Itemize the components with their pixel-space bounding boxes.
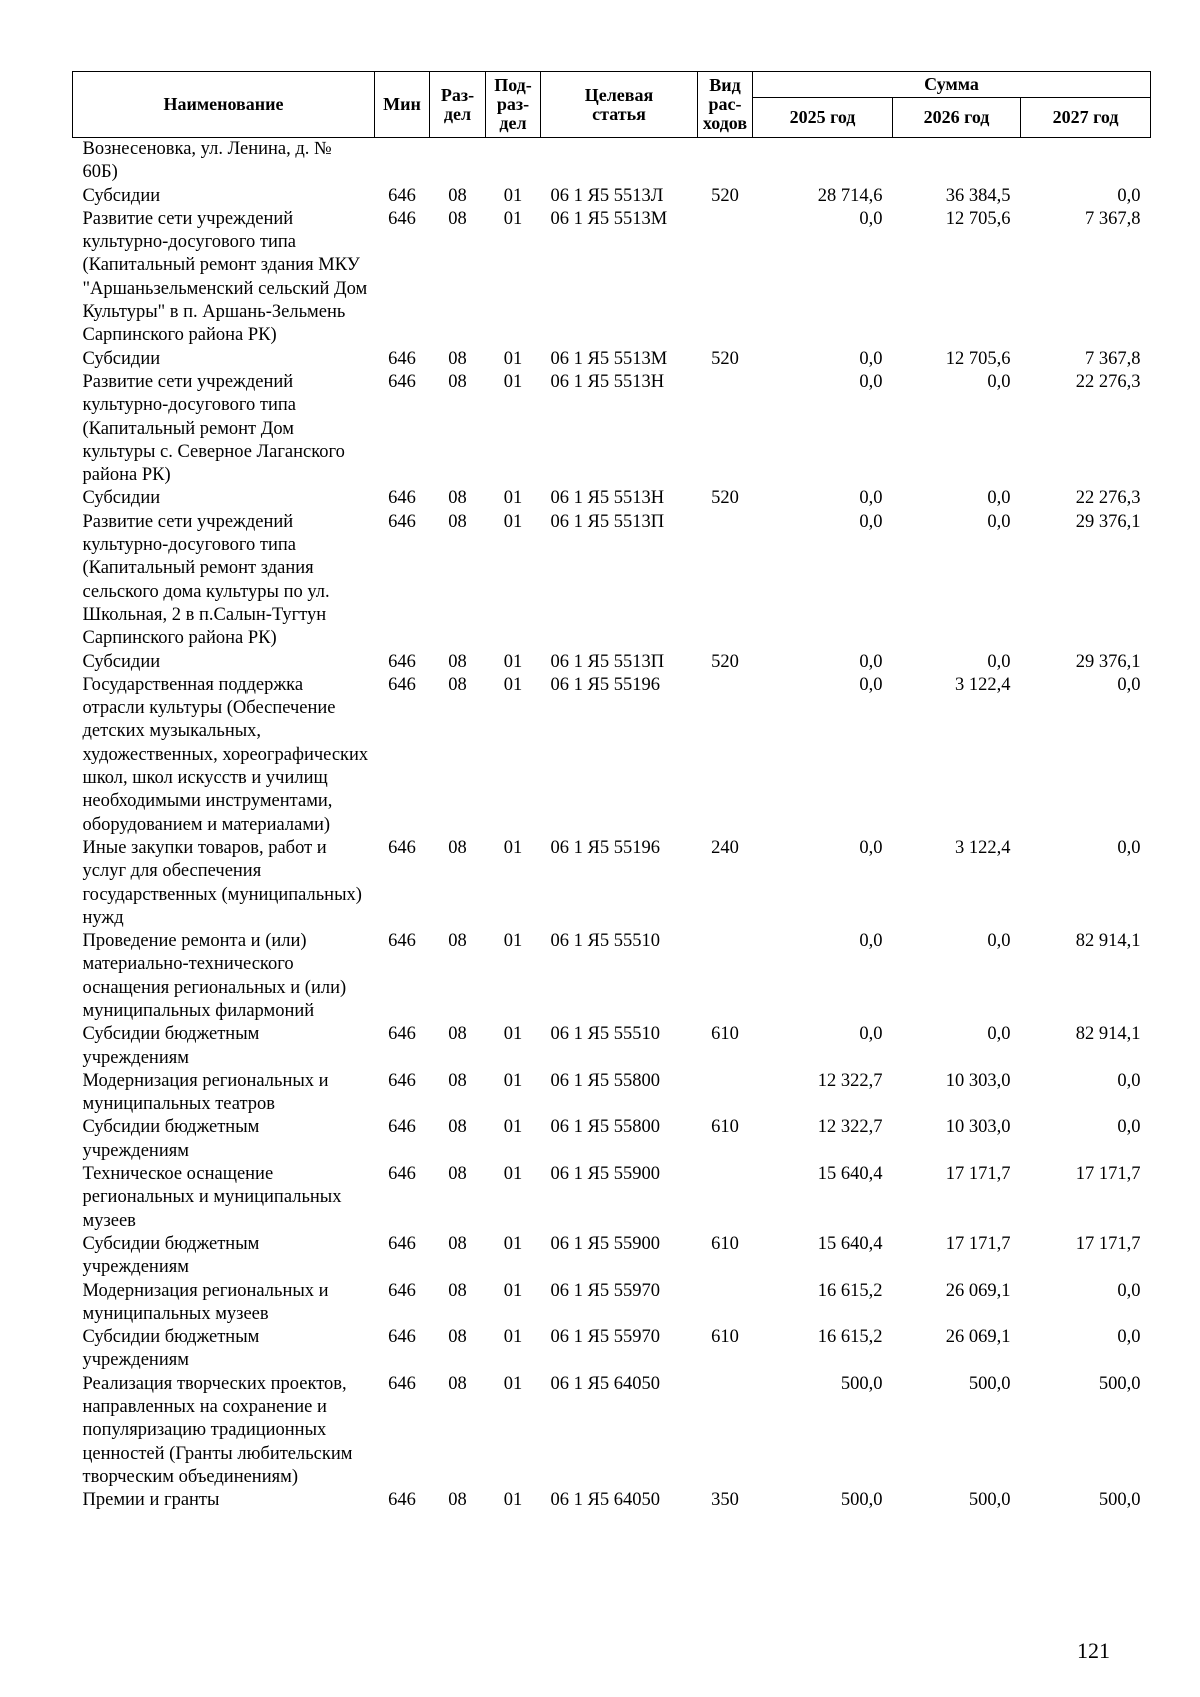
cell-name: Субсидии <box>82 651 161 672</box>
cell-name: Развитие сети учреждений культурно-досугового типа (Капитальный ремонт здания МКУ "Аршаньзельменский сельский Дом Культуры" в п. Аршань-Зельмень Сарпинского района РК) <box>82 208 368 346</box>
cell-sum-2026: 0,0 <box>987 931 1011 952</box>
table-row <box>73 1163 1151 1233</box>
cell-expense-type: 610 <box>711 1024 739 1045</box>
table-body <box>73 138 1151 1513</box>
cell-razdel: 08 <box>448 1490 467 1511</box>
cell-sum-2025: 12 322,7 <box>817 1070 883 1091</box>
table-row <box>73 208 1151 348</box>
cell-podrazdel: 01 <box>503 1490 523 1511</box>
cell-sum-2025: 0,0 <box>859 674 883 695</box>
cell-expense-type: 240 <box>711 837 739 858</box>
cell-sum-2025: 500,0 <box>840 1490 883 1511</box>
cell-min: 646 <box>388 1117 416 1138</box>
cell-razdel: 08 <box>448 651 467 672</box>
cell-sum-2027: 0,0 <box>1117 674 1141 695</box>
cell-podrazdel: 01 <box>503 1373 523 1394</box>
cell-razdel <box>430 138 486 185</box>
table-row <box>73 1233 1151 1280</box>
table-row <box>73 1280 1151 1327</box>
cell-sum-2025: 0,0 <box>859 931 883 952</box>
cell-expense-type: 350 <box>711 1490 739 1511</box>
header-vid-line3: ходов <box>702 113 748 133</box>
cell-sum-2026: 12 705,6 <box>945 208 1011 229</box>
cell-sum-2027: 500,0 <box>1098 1373 1141 1394</box>
header-vid-line2: рас- <box>708 94 742 114</box>
cell-sum-2027: 0,0 <box>1117 837 1141 858</box>
cell-expense-type: 520 <box>711 651 739 672</box>
cell-name: Субсидии <box>82 185 161 206</box>
cell-min: 646 <box>388 488 416 509</box>
cell-min: 646 <box>388 1024 416 1045</box>
cell-razdel: 08 <box>448 1280 467 1301</box>
cell-razdel: 08 <box>448 674 467 695</box>
cell-expense-type: 610 <box>711 1327 739 1348</box>
cell-expense-type <box>698 138 753 185</box>
budget-table <box>72 71 1151 1513</box>
table-row <box>73 487 1151 510</box>
cell-sum-2025: 0,0 <box>859 371 883 392</box>
cell-min: 646 <box>388 1070 416 1091</box>
cell-expense-type <box>698 208 753 348</box>
cell-expense-type: 610 <box>711 1117 739 1138</box>
cell-sum-2027: 0,0 <box>1117 1327 1141 1348</box>
cell-sum-2025: 16 615,2 <box>817 1327 883 1348</box>
cell-sum-2027: 7 367,8 <box>1085 348 1141 369</box>
cell-sum-2026: 10 303,0 <box>945 1117 1011 1138</box>
cell-podrazdel: 01 <box>503 1164 523 1185</box>
cell-razdel: 08 <box>448 1024 467 1045</box>
cell-sum-2026: 12 705,6 <box>945 348 1011 369</box>
cell-podrazdel: 01 <box>503 674 523 695</box>
cell-name: Субсидии бюджетным учреждениям <box>82 1024 260 1068</box>
header-target-line1: Целевая <box>584 84 654 105</box>
cell-min: 646 <box>388 1280 416 1301</box>
header-podrazdel-line1: Под- <box>494 75 532 95</box>
cell-razdel: 08 <box>448 1117 467 1138</box>
table-row <box>73 511 1151 651</box>
cell-expense-type <box>698 930 753 1023</box>
cell-sum-2026: 0,0 <box>987 488 1011 509</box>
cell-name: Модернизация региональных и муниципальных музеев <box>82 1280 329 1324</box>
cell-name: Иные закупки товаров, работ и услуг для обеспечения государственных (муниципальных) нужд <box>82 837 362 928</box>
cell-sum-2025: 0,0 <box>859 1024 883 1045</box>
cell-sum-2027: 17 171,7 <box>1075 1164 1141 1185</box>
cell-sum-2025: 0,0 <box>859 837 883 858</box>
cell-razdel: 08 <box>448 348 467 369</box>
cell-expense-type: 610 <box>711 1233 739 1254</box>
cell-sum-2027: 500,0 <box>1098 1490 1141 1511</box>
cell-podrazdel: 01 <box>503 1024 523 1045</box>
cell-sum-2026: 17 171,7 <box>945 1164 1011 1185</box>
cell-target-article: 06 1 Я5 5513Л <box>550 185 664 206</box>
cell-podrazdel: 01 <box>503 1280 523 1301</box>
cell-name: Государственная поддержка отрасли культуры (Обеспечение детских музыкальных, художественных, хореографических школ, школ искусств и училищ необходимыми инструментами, оборудованием и материалами) <box>82 674 369 835</box>
cell-expense-type <box>698 1373 753 1489</box>
cell-target-article: 06 1 Я5 55800 <box>550 1070 660 1091</box>
cell-sum-2027: 7 367,8 <box>1085 208 1141 229</box>
table-row <box>73 1373 1151 1489</box>
cell-expense-type <box>698 1070 753 1117</box>
cell-razdel: 08 <box>448 511 467 532</box>
header-vid <box>698 72 753 138</box>
cell-name: Вознесеновка, ул. Ленина, д. № 60Б) <box>82 139 332 183</box>
cell-sum-2026: 36 384,5 <box>945 185 1011 206</box>
table-row <box>73 1070 1151 1117</box>
cell-name: Модернизация региональных и муниципальных театров <box>82 1070 329 1115</box>
cell-sum-2026: 0,0 <box>987 371 1011 392</box>
cell-target-article: 06 1 Я5 64050 <box>550 1373 660 1394</box>
cell-expense-type <box>698 674 753 837</box>
cell-min: 646 <box>388 371 416 392</box>
budget-table-page <box>72 71 1150 1513</box>
table-row <box>73 371 1151 487</box>
cell-sum-2026: 26 069,1 <box>945 1280 1011 1301</box>
cell-razdel: 08 <box>448 1164 467 1185</box>
cell-target-article: 06 1 Я5 55196 <box>550 837 660 858</box>
cell-razdel: 08 <box>448 931 467 952</box>
cell-sum-2025: 0,0 <box>859 651 883 672</box>
cell-name: Техническое оснащение региональных и муниципальных музеев <box>82 1164 342 1231</box>
cell-expense-type <box>698 371 753 487</box>
cell-razdel: 08 <box>448 837 467 858</box>
cell-podrazdel: 01 <box>503 931 523 952</box>
header-target <box>541 72 698 138</box>
header-podrazdel <box>486 72 541 138</box>
cell-target-article: 06 1 Я5 5513М <box>550 208 668 229</box>
cell-sum-2027: 22 276,3 <box>1075 371 1141 392</box>
cell-min: 646 <box>388 1233 416 1254</box>
table-row <box>73 930 1151 1023</box>
cell-sum-2025: 15 640,4 <box>817 1233 883 1254</box>
cell-sum-2025: 0,0 <box>859 348 883 369</box>
cell-min: 646 <box>388 931 416 952</box>
table-header <box>73 72 1151 138</box>
cell-sum-2027: 0,0 <box>1117 1070 1141 1091</box>
cell-name: Субсидии <box>82 348 161 369</box>
cell-target-article <box>541 138 698 185</box>
header-year-2027: 2027 год <box>1021 98 1151 138</box>
cell-target-article: 06 1 Я5 55970 <box>550 1327 660 1348</box>
cell-razdel: 08 <box>448 1373 467 1394</box>
cell-expense-type: 520 <box>711 185 739 206</box>
cell-sum-2027 <box>1021 138 1151 185</box>
cell-sum-2027: 82 914,1 <box>1075 931 1141 952</box>
cell-min: 646 <box>388 1490 416 1511</box>
header-target-line2: статья <box>592 103 646 124</box>
cell-name: Субсидии бюджетным учреждениям <box>82 1233 260 1278</box>
header-name: Наименование <box>73 72 375 138</box>
header-podrazdel-line3: дел <box>499 113 527 133</box>
cell-sum-2026 <box>893 138 1021 185</box>
cell-target-article: 06 1 Я5 5513П <box>550 651 665 672</box>
header-razdel-line2: дел <box>443 103 472 124</box>
cell-min: 646 <box>388 1327 416 1348</box>
table-row <box>73 1326 1151 1373</box>
cell-name: Развитие сети учреждений культурно-досугового типа (Капитальный ремонт здания сельского дома культуры по ул. Школьная, 2 в п.Салын-Тугтун Сарпинского района РК) <box>82 511 330 649</box>
cell-razdel: 08 <box>448 185 467 206</box>
header-podrazdel-line2: раз- <box>496 94 530 114</box>
table-row <box>73 651 1151 674</box>
cell-razdel: 08 <box>448 488 467 509</box>
cell-target-article: 06 1 Я5 55970 <box>550 1280 660 1301</box>
cell-sum-2025 <box>753 138 893 185</box>
cell-name: Субсидии бюджетным учреждениям <box>82 1117 260 1161</box>
cell-sum-2027: 17 171,7 <box>1075 1233 1141 1254</box>
cell-sum-2025: 16 615,2 <box>817 1280 883 1301</box>
cell-name: Проведение ремонта и (или) материально-технического оснащения региональных и (или) муниципальных филармоний <box>82 931 347 1021</box>
cell-podrazdel: 01 <box>503 348 523 369</box>
cell-podrazdel: 01 <box>503 488 523 509</box>
table-row <box>73 674 1151 837</box>
cell-expense-type: 520 <box>711 348 739 369</box>
cell-min: 646 <box>388 208 416 229</box>
cell-sum-2025: 0,0 <box>859 488 883 509</box>
cell-razdel: 08 <box>448 371 467 392</box>
cell-sum-2025: 0,0 <box>859 208 883 229</box>
cell-razdel: 08 <box>448 1070 467 1091</box>
cell-sum-2026: 26 069,1 <box>945 1327 1011 1348</box>
table-row <box>73 185 1151 208</box>
header-year-2025: 2025 год <box>753 98 893 138</box>
cell-min: 646 <box>388 511 416 532</box>
cell-expense-type <box>698 511 753 651</box>
cell-sum-2025: 0,0 <box>859 511 883 532</box>
cell-target-article: 06 1 Я5 55510 <box>550 931 660 952</box>
table-row <box>73 138 1151 185</box>
cell-sum-2026: 3 122,4 <box>955 837 1011 858</box>
cell-target-article: 06 1 Я5 64050 <box>550 1490 660 1511</box>
cell-expense-type: 520 <box>711 488 739 509</box>
cell-razdel: 08 <box>448 208 467 229</box>
cell-target-article: 06 1 Я5 5513П <box>550 511 665 532</box>
cell-name: Субсидии <box>82 488 161 509</box>
cell-min <box>375 138 430 185</box>
cell-min: 646 <box>388 1164 416 1185</box>
cell-podrazdel: 01 <box>503 837 523 858</box>
cell-sum-2026: 3 122,4 <box>955 674 1011 695</box>
cell-name: Субсидии бюджетным учреждениям <box>82 1327 260 1371</box>
cell-sum-2026: 0,0 <box>987 511 1011 532</box>
cell-sum-2026: 0,0 <box>987 651 1011 672</box>
cell-podrazdel: 01 <box>503 185 523 206</box>
cell-sum-2026: 0,0 <box>987 1024 1011 1045</box>
cell-expense-type <box>698 1163 753 1233</box>
cell-target-article: 06 1 Я5 55510 <box>550 1024 660 1045</box>
cell-sum-2027: 29 376,1 <box>1075 651 1141 672</box>
cell-target-article: 06 1 Я5 5513Н <box>550 488 665 509</box>
cell-razdel: 08 <box>448 1233 467 1254</box>
cell-sum-2026: 500,0 <box>968 1490 1011 1511</box>
cell-podrazdel: 01 <box>503 1070 523 1091</box>
header-year-2026: 2026 год <box>893 98 1021 138</box>
cell-sum-2025: 500,0 <box>840 1373 883 1394</box>
cell-name: Развитие сети учреждений культурно-досугового типа (Капитальный ремонт Дом культуры с. Северное Лаганского района РК) <box>82 371 345 486</box>
cell-min: 646 <box>388 674 416 695</box>
cell-min: 646 <box>388 837 416 858</box>
cell-name: Премии и гранты <box>82 1490 220 1511</box>
cell-podrazdel: 01 <box>503 1117 523 1138</box>
cell-sum-2027: 22 276,3 <box>1075 488 1141 509</box>
cell-expense-type <box>698 1280 753 1327</box>
cell-target-article: 06 1 Я5 55900 <box>550 1164 660 1185</box>
page-number: 121 <box>1077 1638 1110 1663</box>
cell-podrazdel: 01 <box>503 511 523 532</box>
cell-podrazdel: 01 <box>503 1327 523 1348</box>
cell-min: 646 <box>388 1373 416 1394</box>
cell-sum-2025: 12 322,7 <box>817 1117 883 1138</box>
cell-target-article: 06 1 Я5 55196 <box>550 674 660 695</box>
header-vid-line1: Вид <box>709 75 741 95</box>
cell-sum-2027: 82 914,1 <box>1075 1024 1141 1045</box>
cell-sum-2026: 10 303,0 <box>945 1070 1011 1091</box>
cell-sum-2025: 15 640,4 <box>817 1164 883 1185</box>
cell-razdel: 08 <box>448 1327 467 1348</box>
cell-sum-2027: 0,0 <box>1117 1280 1141 1301</box>
table-row <box>73 1116 1151 1163</box>
table-row <box>73 837 1151 930</box>
cell-podrazdel: 01 <box>503 371 523 392</box>
table-row <box>73 1489 1151 1512</box>
cell-sum-2026: 17 171,7 <box>945 1233 1011 1254</box>
table-row <box>73 348 1151 371</box>
cell-target-article: 06 1 Я5 55800 <box>550 1117 660 1138</box>
header-summa: Сумма <box>753 72 1151 98</box>
cell-target-article: 06 1 Я5 5513Н <box>550 371 665 392</box>
cell-sum-2027: 0,0 <box>1117 1117 1141 1138</box>
header-min: Мин <box>375 72 430 138</box>
cell-sum-2027: 29 376,1 <box>1075 511 1141 532</box>
cell-name: Реализация творческих проектов, направленных на сохранение и популяризацию традиционных ценностей (Гранты любительским творческим объединениям) <box>82 1373 353 1487</box>
cell-sum-2027: 0,0 <box>1117 185 1141 206</box>
cell-sum-2025: 28 714,6 <box>817 185 883 206</box>
cell-podrazdel <box>486 138 541 185</box>
cell-min: 646 <box>388 348 416 369</box>
cell-min: 646 <box>388 651 416 672</box>
cell-podrazdel: 01 <box>503 651 523 672</box>
cell-min: 646 <box>388 185 416 206</box>
header-razdel-line1: Раз- <box>440 84 475 105</box>
cell-target-article: 06 1 Я5 5513М <box>550 348 668 369</box>
cell-target-article: 06 1 Я5 55900 <box>550 1233 660 1254</box>
header-razdel <box>430 72 486 138</box>
cell-sum-2026: 500,0 <box>968 1373 1011 1394</box>
cell-podrazdel: 01 <box>503 1233 523 1254</box>
table-row <box>73 1023 1151 1070</box>
cell-podrazdel: 01 <box>503 208 523 229</box>
